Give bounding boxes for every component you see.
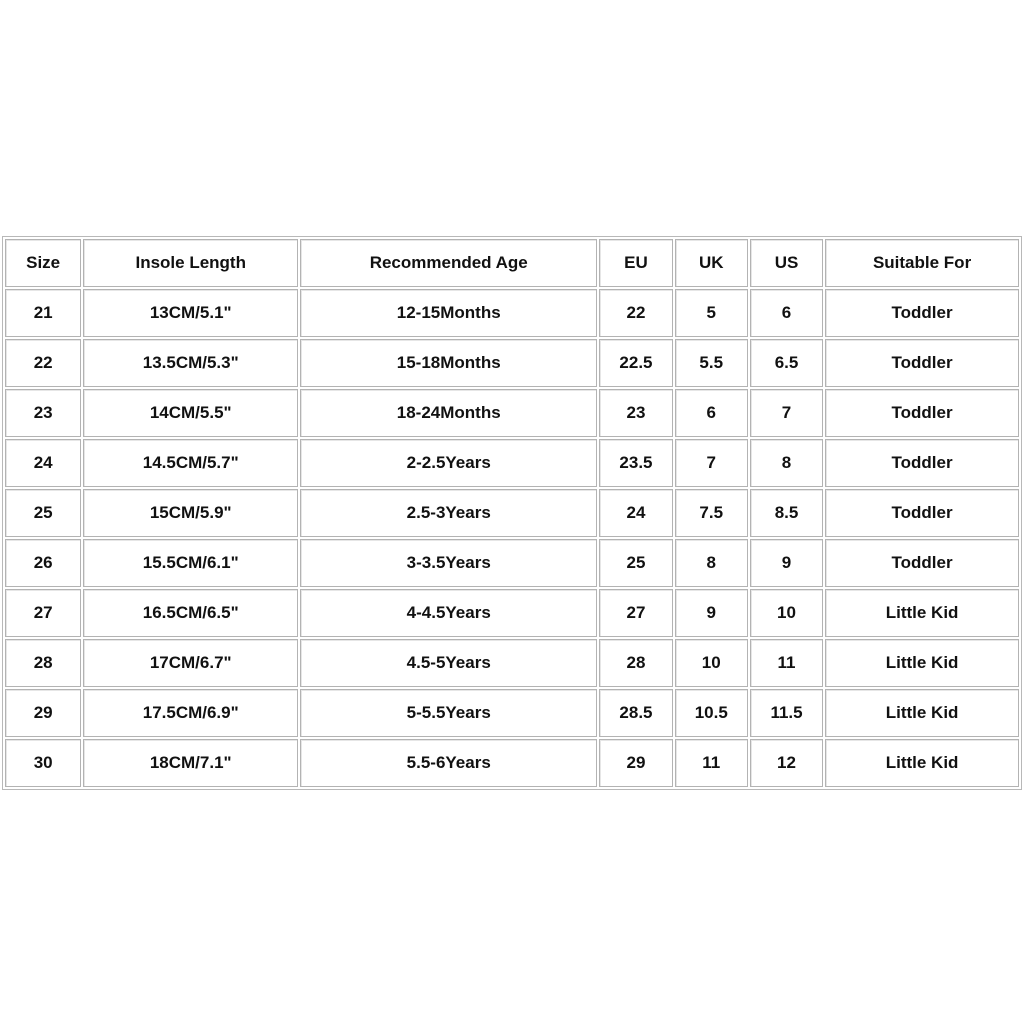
cell-recommended-age: 18-24Months: [300, 389, 597, 437]
cell-recommended-age: 4.5-5Years: [300, 639, 597, 687]
cell-size: 25: [5, 489, 81, 537]
cell-eu: 22: [599, 289, 672, 337]
cell-us: 6: [750, 289, 823, 337]
cell-insole-length: 13CM/5.1": [83, 289, 298, 337]
cell-size: 26: [5, 539, 81, 587]
cell-us: 10: [750, 589, 823, 637]
cell-suitable-for: Little Kid: [825, 589, 1019, 637]
cell-eu: 29: [599, 739, 672, 787]
cell-recommended-age: 15-18Months: [300, 339, 597, 387]
cell-us: 11.5: [750, 689, 823, 737]
cell-recommended-age: 5-5.5Years: [300, 689, 597, 737]
cell-us: 8.5: [750, 489, 823, 537]
table-row: [5, 539, 1019, 587]
cell-uk: 10.5: [675, 689, 748, 737]
cell-size: 23: [5, 389, 81, 437]
cell-insole-length: 14CM/5.5": [83, 389, 298, 437]
table-row: [5, 439, 1019, 487]
header-suitable-for: Suitable For: [825, 239, 1019, 287]
cell-size: 21: [5, 289, 81, 337]
cell-size: 29: [5, 689, 81, 737]
cell-insole-length: 17.5CM/6.9": [83, 689, 298, 737]
cell-eu: 22.5: [599, 339, 672, 387]
table-row: [5, 689, 1019, 737]
cell-recommended-age: 5.5-6Years: [300, 739, 597, 787]
cell-insole-length: 17CM/6.7": [83, 639, 298, 687]
cell-size: 27: [5, 589, 81, 637]
cell-insole-length: 14.5CM/5.7": [83, 439, 298, 487]
table-row: [5, 339, 1019, 387]
cell-insole-length: 13.5CM/5.3": [83, 339, 298, 387]
cell-recommended-age: 2.5-3Years: [300, 489, 597, 537]
cell-eu: 27: [599, 589, 672, 637]
header-insole-length: Insole Length: [83, 239, 298, 287]
cell-recommended-age: 12-15Months: [300, 289, 597, 337]
header-recommended-age: Recommended Age: [300, 239, 597, 287]
cell-uk: 6: [675, 389, 748, 437]
cell-eu: 25: [599, 539, 672, 587]
cell-size: 24: [5, 439, 81, 487]
cell-uk: 5.5: [675, 339, 748, 387]
cell-suitable-for: Toddler: [825, 439, 1019, 487]
cell-us: 6.5: [750, 339, 823, 387]
cell-us: 11: [750, 639, 823, 687]
table-row: [5, 389, 1019, 437]
cell-eu: 24: [599, 489, 672, 537]
cell-insole-length: 18CM/7.1": [83, 739, 298, 787]
cell-suitable-for: Little Kid: [825, 739, 1019, 787]
cell-suitable-for: Toddler: [825, 389, 1019, 437]
cell-uk: 7: [675, 439, 748, 487]
cell-uk: 11: [675, 739, 748, 787]
cell-us: 9: [750, 539, 823, 587]
cell-us: 7: [750, 389, 823, 437]
header-eu: EU: [599, 239, 672, 287]
header-us: US: [750, 239, 823, 287]
cell-insole-length: 15.5CM/6.1": [83, 539, 298, 587]
table-row: [5, 489, 1019, 537]
cell-size: 28: [5, 639, 81, 687]
header-uk: UK: [675, 239, 748, 287]
cell-recommended-age: 2-2.5Years: [300, 439, 597, 487]
cell-uk: 5: [675, 289, 748, 337]
cell-insole-length: 15CM/5.9": [83, 489, 298, 537]
table-row: [5, 739, 1019, 787]
table-row: [5, 589, 1019, 637]
cell-suitable-for: Toddler: [825, 339, 1019, 387]
cell-us: 8: [750, 439, 823, 487]
cell-uk: 9: [675, 589, 748, 637]
cell-suitable-for: Little Kid: [825, 639, 1019, 687]
cell-uk: 7.5: [675, 489, 748, 537]
table-body: [5, 289, 1019, 787]
cell-suitable-for: Toddler: [825, 489, 1019, 537]
cell-eu: 23: [599, 389, 672, 437]
table-header-row: [5, 239, 1019, 287]
cell-size: 30: [5, 739, 81, 787]
cell-suitable-for: Toddler: [825, 539, 1019, 587]
cell-us: 12: [750, 739, 823, 787]
cell-suitable-for: Toddler: [825, 289, 1019, 337]
cell-uk: 8: [675, 539, 748, 587]
cell-eu: 28.5: [599, 689, 672, 737]
size-chart-table: [2, 236, 1022, 790]
cell-uk: 10: [675, 639, 748, 687]
cell-insole-length: 16.5CM/6.5": [83, 589, 298, 637]
cell-recommended-age: 3-3.5Years: [300, 539, 597, 587]
cell-suitable-for: Little Kid: [825, 689, 1019, 737]
table-row: [5, 639, 1019, 687]
cell-eu: 23.5: [599, 439, 672, 487]
table-row: [5, 289, 1019, 337]
cell-size: 22: [5, 339, 81, 387]
cell-recommended-age: 4-4.5Years: [300, 589, 597, 637]
header-size: Size: [5, 239, 81, 287]
cell-eu: 28: [599, 639, 672, 687]
